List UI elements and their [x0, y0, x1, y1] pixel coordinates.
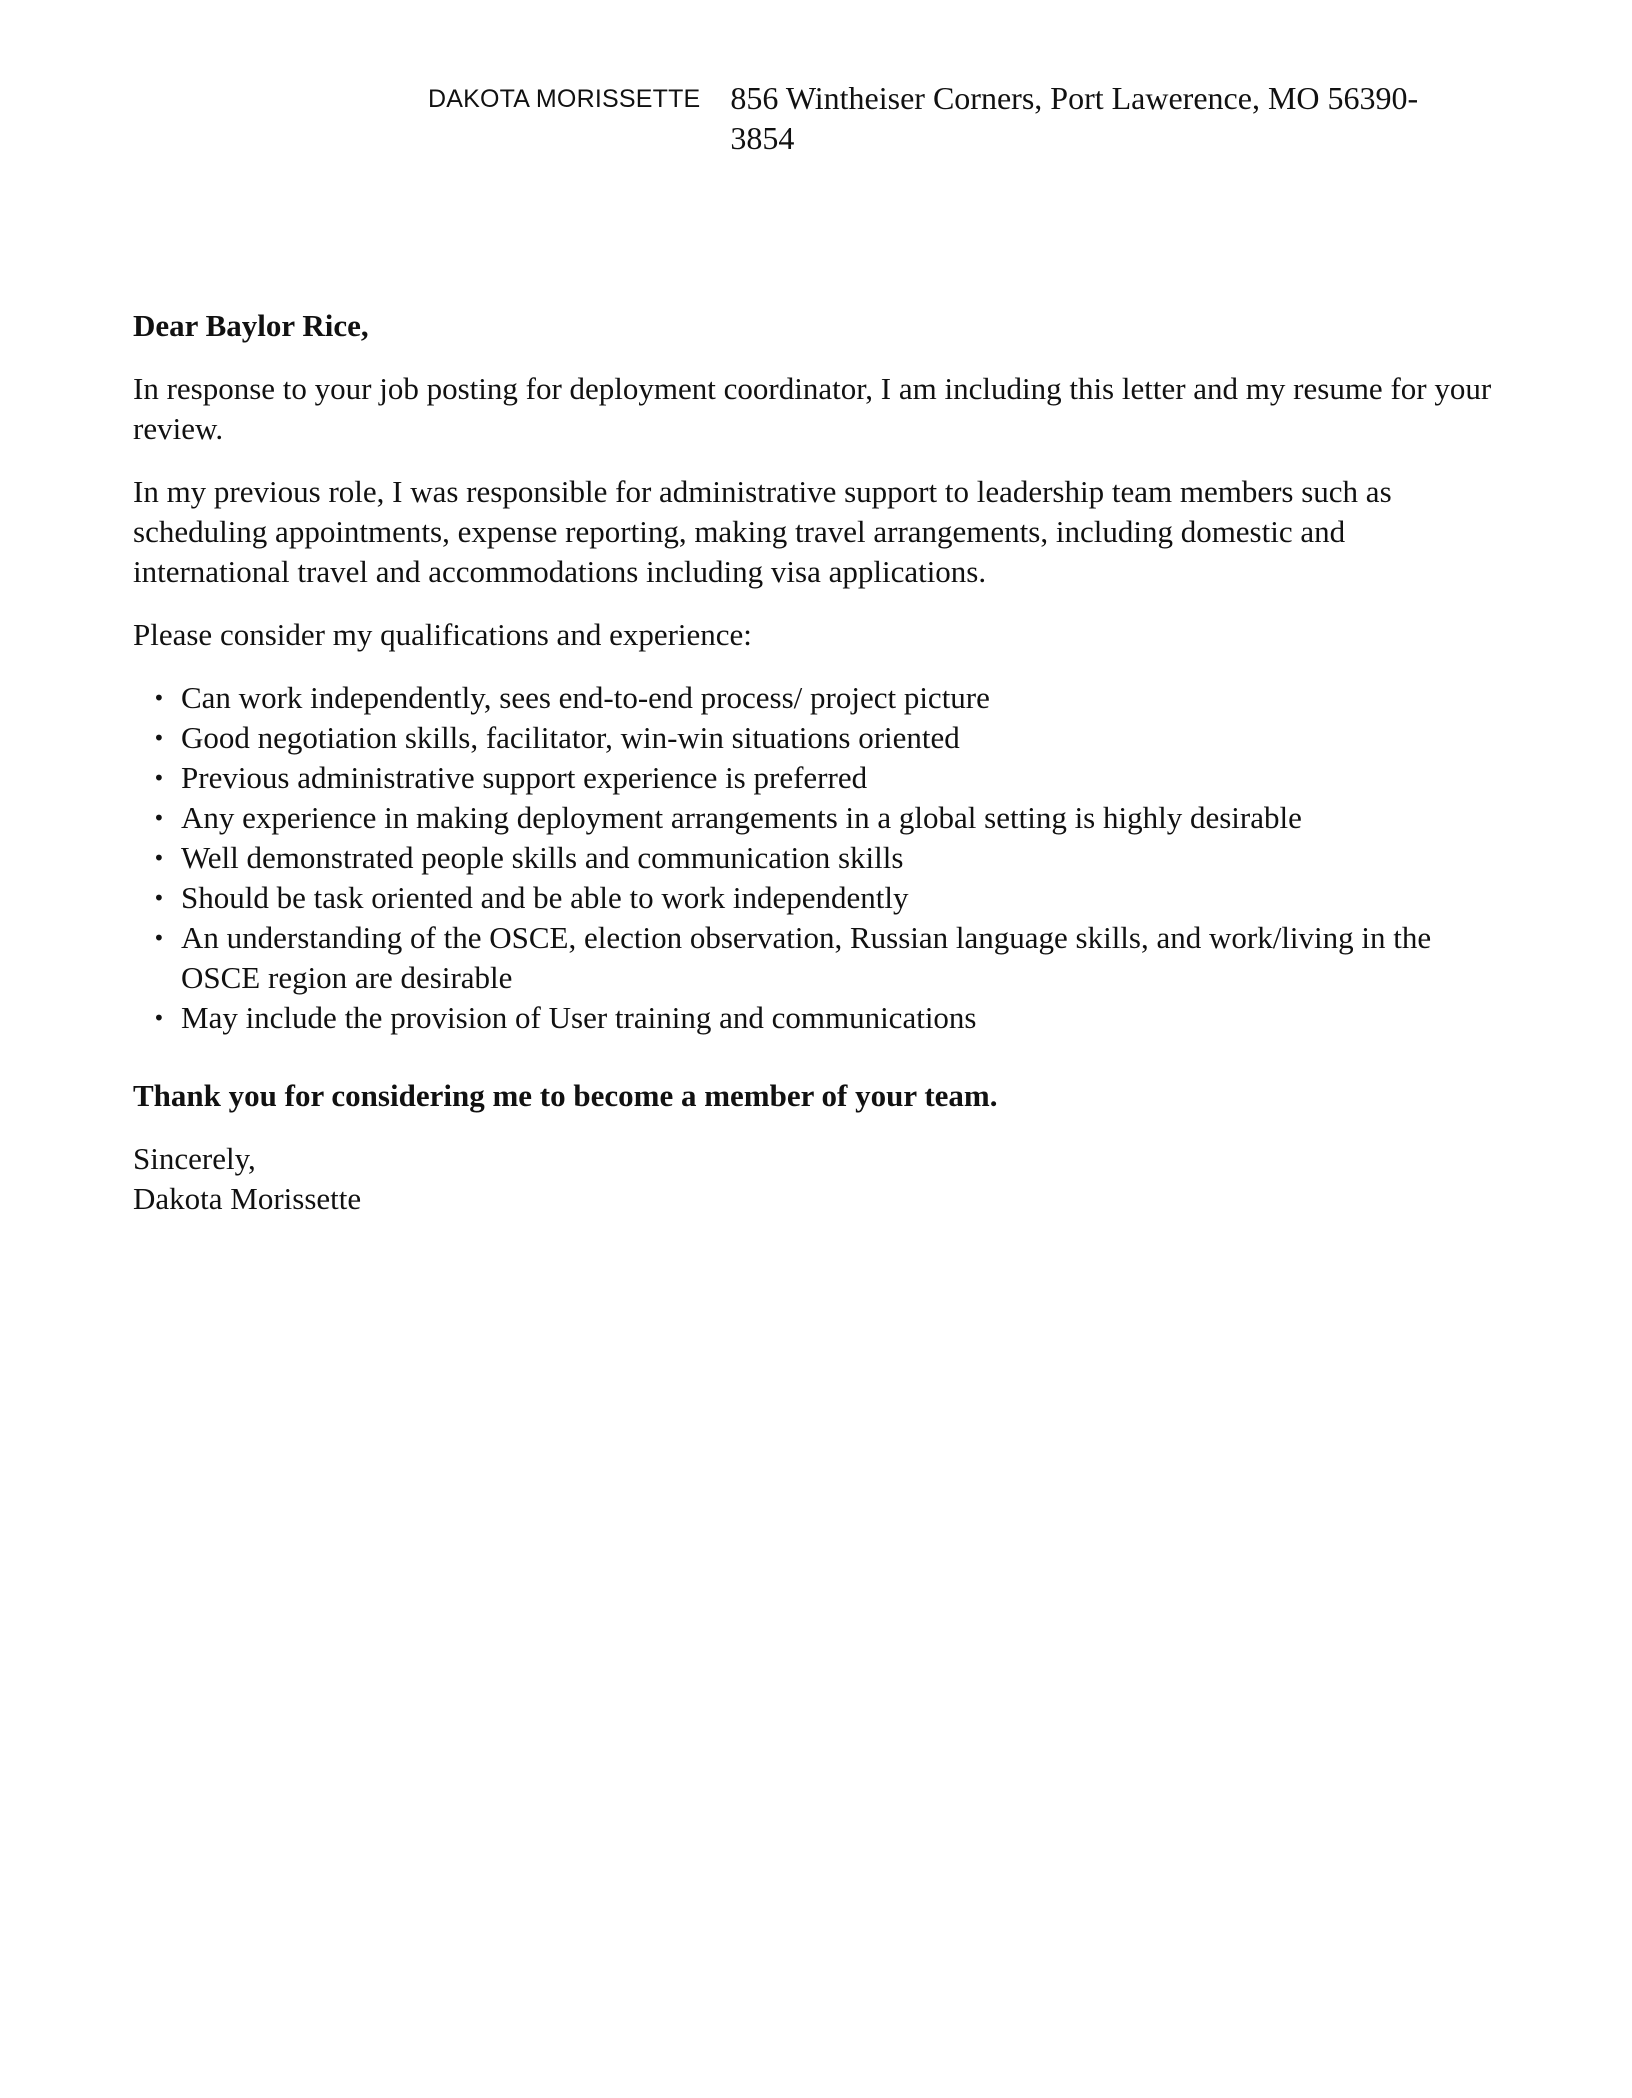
bullet-dot-icon: •: [153, 806, 165, 830]
bullet-dot-icon: •: [153, 886, 165, 910]
bullet-dot-icon: •: [153, 846, 165, 870]
qualification-item: [133, 918, 1493, 998]
qualification-text: Well demonstrated people skills and communication skills: [181, 840, 904, 875]
qualification-item: [133, 998, 1493, 1038]
intro-paragraph: In response to your job posting for deployment coordinator, I am including this letter and my resume for your review.: [133, 371, 1492, 446]
qualification-text: May include the provision of User training and communications: [181, 1000, 977, 1035]
closing-statement: Thank you for considering me to become a member of your team.: [133, 1078, 998, 1113]
qualification-text: Good negotiation skills, facilitator, win-win situations oriented: [181, 720, 960, 755]
qualification-text: Previous administrative support experience is preferred: [181, 760, 868, 795]
qualification-text: Should be task oriented and be able to work independently: [181, 880, 909, 915]
bullet-dot-icon: •: [153, 726, 165, 750]
greeting: Dear Baylor Rice,: [133, 308, 369, 343]
qualification-item: [133, 838, 1493, 878]
qualification-item: [133, 718, 1493, 758]
qualification-text: Can work independently, sees end-to-end process/ project picture: [181, 680, 990, 715]
sender-name: DAKOTA MORISSETTE: [428, 85, 701, 113]
letter-header: [428, 78, 1478, 158]
valediction: Sincerely,: [133, 1141, 256, 1176]
sender-address: 856 Wintheiser Corners, Port Lawerence, MO 56390-3854: [730, 80, 1419, 156]
bullet-dot-icon: •: [153, 686, 165, 710]
signature-name: Dakota Morissette: [133, 1181, 362, 1216]
qualifications-list: [133, 678, 1493, 1038]
bullet-dot-icon: •: [153, 766, 165, 790]
qualification-item: [133, 878, 1493, 918]
qualification-item: [133, 678, 1493, 718]
qualification-text: An understanding of the OSCE, election observation, Russian language skills, and work/living in the OSCE region are desirable: [181, 920, 1432, 995]
qualification-item: [133, 758, 1493, 798]
qualification-item: [133, 798, 1493, 838]
previous-role-paragraph: In my previous role, I was responsible for administrative support to leadership team members such as scheduling appointments, expense reporting, making travel arrangements, including domestic and international travel and accommodations including visa applications.: [133, 474, 1392, 589]
bullet-dot-icon: •: [153, 1006, 165, 1030]
letter-body: [133, 306, 1493, 1219]
qualification-text: Any experience in making deployment arrangements in a global setting is highly desirable: [181, 800, 1302, 835]
qualifications-intro: Please consider my qualifications and experience:: [133, 617, 752, 652]
bullet-dot-icon: •: [153, 926, 165, 950]
